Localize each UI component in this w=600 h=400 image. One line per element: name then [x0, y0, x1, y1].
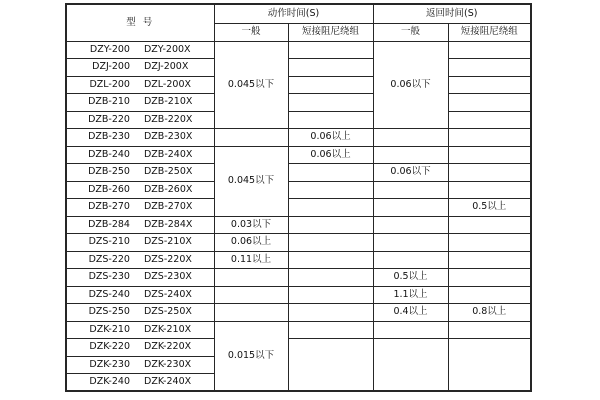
- value-cell-return-damping: [448, 286, 531, 304]
- value-cell-action-general: [214, 129, 288, 147]
- value-cell-return-damping: [448, 41, 531, 59]
- model-label: DZB-210: [88, 96, 130, 108]
- value-cell-return-general: [373, 234, 448, 252]
- model-label: DZB-250X: [143, 166, 193, 178]
- table-row: [66, 251, 531, 269]
- model-label: DZB-230: [88, 131, 130, 143]
- model-label: DZB-260: [88, 183, 130, 195]
- value-cell-action-damping: [288, 59, 373, 77]
- model-label: DZB-260X: [143, 183, 193, 195]
- value-cell-action-damping: [288, 164, 373, 182]
- value-cell-return-damping: [448, 146, 531, 164]
- value-cell-action-damping: [288, 76, 373, 94]
- model-label: DZK-230X: [144, 358, 192, 370]
- model-cell: [66, 234, 214, 252]
- value-cell-action-general: 0.11以上: [214, 251, 288, 269]
- table-row: [66, 199, 531, 217]
- value-cell-action-general: [214, 286, 288, 304]
- value-cell-action-damping: [288, 321, 373, 339]
- model-cell: [66, 164, 214, 182]
- model-label: DZB-284X: [143, 218, 193, 230]
- value-cell-return-damping: [448, 94, 531, 112]
- model-label: DZS-230: [88, 271, 130, 283]
- value-cell-return-general: [373, 216, 448, 234]
- model-label: DZB-270: [88, 201, 130, 213]
- value-cell-action-damping: 0.06以上: [288, 146, 373, 164]
- model-label: DZS-230X: [143, 271, 192, 283]
- model-label: DZS-210X: [143, 236, 192, 248]
- value-cell-action-damping: [288, 234, 373, 252]
- model-cell: [66, 94, 214, 112]
- model-label: DZK-240X: [144, 375, 192, 387]
- value-cell-return-general: [373, 129, 448, 147]
- value-cell-action-damping: [288, 304, 373, 322]
- table-row: [66, 76, 531, 94]
- model-label: DZY-200: [89, 43, 130, 55]
- value-cell-return-damping: [448, 129, 531, 147]
- value-cell-return-general: 0.06以下: [373, 41, 448, 129]
- value-cell-return-damping: [448, 269, 531, 287]
- value-cell-action-damping: [288, 269, 373, 287]
- model-label: DZY-200X: [143, 43, 191, 55]
- value-cell-action-damping: [288, 199, 373, 217]
- model-cell: [66, 269, 214, 287]
- table-row: [66, 286, 531, 304]
- model-label: DZK-210: [89, 323, 130, 335]
- model-label: DZS-250: [88, 306, 130, 318]
- model-cell: [66, 76, 214, 94]
- value-cell-return-damping: [448, 76, 531, 94]
- value-cell-return-damping: [448, 251, 531, 269]
- model-label: DZK-220X: [144, 341, 192, 353]
- header-action-damping: 短接阻尼绕组: [288, 23, 373, 41]
- model-label: DZS-240: [88, 288, 130, 300]
- table-row: [66, 129, 531, 147]
- value-cell-action-damping: [288, 251, 373, 269]
- model-cell: [66, 111, 214, 129]
- value-cell-return-damping: [448, 164, 531, 182]
- model-label: DZS-240X: [143, 288, 192, 300]
- value-cell-action-general: 0.045以下: [214, 41, 288, 129]
- value-cell-action-damping: 0.06以上: [288, 129, 373, 147]
- spec-table-body: [66, 41, 531, 391]
- model-label: DZS-220: [88, 253, 130, 265]
- model-label: DZB-210X: [143, 96, 193, 108]
- table-row: [66, 216, 531, 234]
- model-label: DZJ-200X: [144, 61, 189, 73]
- spec-table-header: [66, 4, 531, 41]
- value-cell-action-damping: [288, 94, 373, 112]
- model-label: DZS-220X: [143, 253, 192, 265]
- spec-table: [65, 3, 532, 392]
- table-row: [66, 146, 531, 164]
- header-return-time: 返回时间(S): [373, 4, 531, 23]
- model-label: DZK-230: [89, 358, 130, 370]
- value-cell-action-damping: [288, 41, 373, 59]
- value-cell-return-damping: [448, 339, 531, 392]
- table-row: [66, 339, 531, 357]
- model-label: DZL-200: [89, 78, 130, 90]
- table-row: [66, 59, 531, 77]
- value-cell-return-damping: [448, 111, 531, 129]
- value-cell-action-general: [214, 304, 288, 322]
- model-cell: [66, 59, 214, 77]
- model-label: DZB-220: [88, 113, 130, 125]
- value-cell-action-general: 0.045以下: [214, 146, 288, 216]
- model-cell: [66, 41, 214, 59]
- model-label: DZB-240X: [143, 148, 193, 160]
- value-cell-action-damping: [288, 339, 373, 392]
- value-cell-return-damping: [448, 321, 531, 339]
- table-row: [66, 164, 531, 182]
- header-row-groups: [66, 4, 531, 23]
- value-cell-action-damping: [288, 286, 373, 304]
- value-cell-action-damping: [288, 181, 373, 199]
- model-label: DZL-200X: [143, 78, 192, 90]
- model-cell: [66, 286, 214, 304]
- value-cell-action-general: 0.06以上: [214, 234, 288, 252]
- model-label: DZK-210X: [144, 323, 192, 335]
- model-label: DZJ-200: [92, 61, 130, 73]
- value-cell-return-general: [373, 339, 448, 392]
- value-cell-action-general: 0.015以下: [214, 321, 288, 391]
- header-return-damping: 短接阻尼绕组: [448, 23, 531, 41]
- value-cell-return-general: 1.1以上: [373, 286, 448, 304]
- value-cell-return-damping: 0.8以上: [448, 304, 531, 322]
- value-cell-return-damping: [448, 234, 531, 252]
- model-cell: [66, 339, 214, 357]
- header-model: 型 号: [66, 4, 214, 41]
- value-cell-return-damping: [448, 59, 531, 77]
- value-cell-return-general: 0.06以下: [373, 164, 448, 182]
- model-label: DZS-210: [88, 236, 130, 248]
- value-cell-return-damping: [448, 216, 531, 234]
- header-return-general: 一般: [373, 23, 448, 41]
- table-row: [66, 304, 531, 322]
- model-label: DZB-240: [88, 148, 130, 160]
- model-cell: [66, 251, 214, 269]
- value-cell-action-damping: [288, 111, 373, 129]
- model-cell: [66, 304, 214, 322]
- value-cell-return-damping: 0.5以上: [448, 199, 531, 217]
- model-cell: [66, 129, 214, 147]
- value-cell-return-general: [373, 146, 448, 164]
- model-cell: [66, 356, 214, 374]
- value-cell-action-general: [214, 269, 288, 287]
- table-row: [66, 321, 531, 339]
- value-cell-return-general: [373, 251, 448, 269]
- header-action-time: 动作时间(S): [214, 4, 373, 23]
- table-row: [66, 41, 531, 59]
- value-cell-action-general: 0.03以下: [214, 216, 288, 234]
- model-label: DZB-284: [88, 218, 130, 230]
- value-cell-return-general: 0.5以上: [373, 269, 448, 287]
- value-cell-return-general: [373, 199, 448, 217]
- model-label: DZK-240: [89, 375, 130, 387]
- table-row: [66, 234, 531, 252]
- value-cell-action-damping: [288, 216, 373, 234]
- model-label: DZS-250X: [143, 306, 192, 318]
- model-label: DZB-270X: [143, 201, 193, 213]
- model-label: DZB-230X: [143, 131, 193, 143]
- model-cell: [66, 216, 214, 234]
- table-row: [66, 111, 531, 129]
- value-cell-return-damping: [448, 181, 531, 199]
- model-cell: [66, 321, 214, 339]
- value-cell-return-general: [373, 181, 448, 199]
- model-cell: [66, 199, 214, 217]
- model-label: DZB-250: [88, 166, 130, 178]
- model-label: DZK-220: [89, 341, 130, 353]
- table-row: [66, 269, 531, 287]
- model-label: DZB-220X: [143, 113, 193, 125]
- value-cell-return-general: 0.4以上: [373, 304, 448, 322]
- header-action-general: 一般: [214, 23, 288, 41]
- table-row: [66, 94, 531, 112]
- model-cell: [66, 374, 214, 392]
- value-cell-return-general: [373, 321, 448, 339]
- model-cell: [66, 146, 214, 164]
- table-row: [66, 181, 531, 199]
- model-cell: [66, 181, 214, 199]
